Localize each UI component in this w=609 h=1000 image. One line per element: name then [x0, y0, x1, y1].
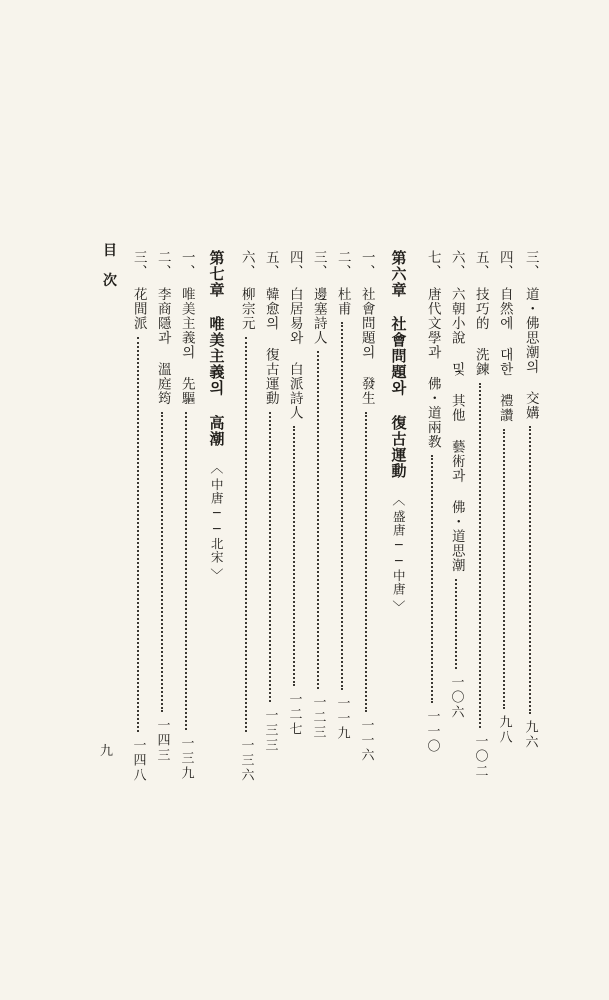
toc-entry [307, 250, 329, 740]
entry-number: 三、 [522, 250, 539, 279]
period-bracket-open: 〈 [390, 492, 406, 507]
toc-entry [283, 250, 305, 737]
leader-dots [455, 579, 457, 669]
period-bracket-open: 〈 [208, 460, 224, 475]
toc-entry [493, 250, 515, 745]
entry-number: 五、 [472, 250, 489, 279]
chapter-label: 第七章 [207, 250, 226, 298]
entry-page: 一三三 [262, 707, 278, 753]
period-bracket-close: 〉 [208, 567, 224, 582]
entry-page: 九六 [522, 720, 538, 750]
leader-dots [161, 412, 163, 712]
entry-number: 三、 [310, 250, 327, 279]
entry-number: 三、 [130, 250, 147, 279]
entry-number: 二、 [334, 250, 351, 279]
leader-dots [479, 383, 481, 728]
leader-dots [137, 337, 139, 732]
leader-dots [245, 337, 247, 732]
entry-title: 柳宗元 [238, 287, 255, 331]
leader-dots [431, 455, 433, 703]
entry-page: 一〇六 [448, 674, 464, 720]
entry-number: 二、 [154, 250, 171, 279]
toc-entry [175, 250, 197, 781]
entry-number: 一、 [178, 250, 195, 279]
leader-dots [185, 412, 187, 730]
entry-title: 社會問題의 發生 [358, 287, 375, 406]
toc-entry [151, 250, 173, 763]
running-header [97, 244, 123, 304]
entry-page: 一三六 [238, 737, 254, 783]
entry-page: 一〇二 [472, 733, 488, 779]
header-char-2: 次 [103, 273, 117, 289]
toc-entry [469, 250, 491, 779]
leader-dots [293, 426, 295, 686]
toc-entry [355, 250, 377, 763]
chapter-label: 第六章 [389, 250, 408, 298]
chapter-title: 社會問題와 復古運動 [389, 316, 408, 479]
entry-title: 花間派 [130, 287, 147, 331]
chapter-heading-7 [203, 250, 229, 581]
chapter-period: 盛唐──中唐 [391, 510, 407, 596]
toc-entry [331, 250, 353, 741]
chapter-period: 中唐──北宋 [209, 478, 225, 564]
leader-dots [365, 412, 367, 712]
entry-page: 一一〇 [424, 709, 440, 754]
header-char-1: 目 [103, 243, 117, 259]
entry-title: 唯美主義의 先驅 [178, 287, 195, 406]
entry-page: 一二三 [310, 695, 326, 740]
entry-number: 四、 [496, 250, 513, 279]
entry-number: 七、 [424, 250, 441, 279]
entry-title: 韓愈의 復古運動 [262, 287, 279, 406]
entry-page: 一四八 [130, 737, 146, 783]
toc-entry [421, 250, 443, 754]
entry-page: 一四三 [154, 717, 170, 763]
leader-dots [269, 412, 271, 702]
toc-entry [519, 250, 541, 750]
entry-title: 白居易와 白派詩人 [286, 287, 303, 420]
entry-title: 唐代文學과 佛・道兩教 [424, 287, 441, 449]
entry-title: 自然에 대한 禮讚 [496, 287, 513, 423]
entry-title: 李商隱과 溫庭筠 [154, 287, 171, 406]
entry-title: 杜甫 [334, 287, 351, 316]
entry-page: 一三九 [178, 735, 194, 781]
chapter-heading-6 [385, 250, 411, 613]
toc-entry [259, 250, 281, 753]
entry-number: 六、 [448, 250, 465, 279]
period-bracket-close: 〉 [390, 599, 406, 614]
leader-dots [529, 426, 531, 714]
entry-number: 五、 [262, 250, 279, 279]
entry-title: 邊塞詩人 [310, 287, 327, 345]
entry-title: 道・佛思潮의 交媾 [522, 287, 539, 420]
leader-dots [503, 429, 505, 709]
entry-page: 九八 [496, 714, 512, 745]
entry-page: 一一六 [358, 717, 374, 763]
entry-title: 六朝小說 및 其他 藝術과 佛・道思潮 [448, 287, 465, 573]
entry-number: 一、 [358, 250, 375, 279]
toc-entry [235, 250, 257, 783]
leader-dots [317, 351, 319, 689]
chapter-title: 唯美主義의 高潮 [207, 316, 226, 447]
entry-number: 四、 [286, 250, 303, 279]
entry-number: 六、 [238, 250, 255, 279]
toc-entry [445, 250, 467, 720]
entry-title: 技巧的 洗鍊 [472, 287, 489, 377]
toc-entry [127, 250, 149, 783]
entry-page: 一二七 [286, 692, 302, 737]
entry-page: 一一九 [334, 696, 350, 741]
leader-dots [341, 322, 343, 690]
page-number: 九 [100, 744, 114, 759]
